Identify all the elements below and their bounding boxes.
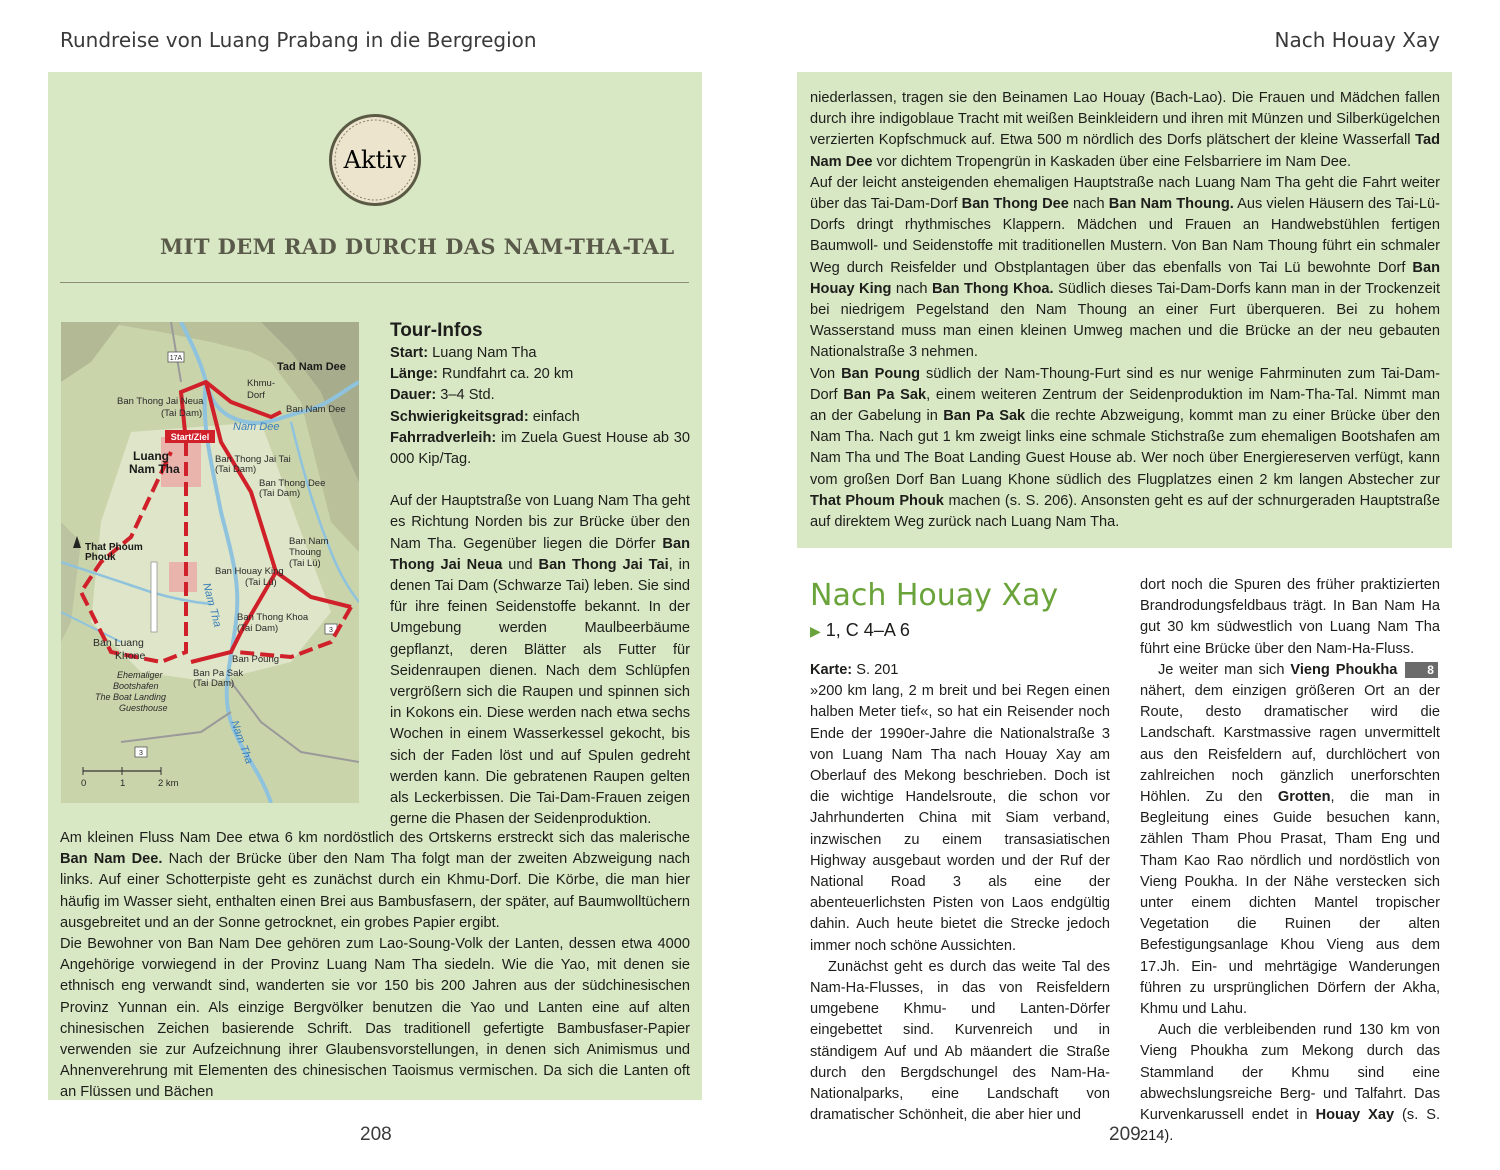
paragraph-lanten: Die Bewohner von Ban Nam Dee gehören zum Lao-Soung-Volk der Lanten, dessen etwa 4000 Angehörige vorwiegend in der Provinz Luang Nam Tha siedeln. Wie die Yao, mit denen sie ethnisch eng verwandt sind, wanderten sie vor 150 bis 200 Jahren aus der südchinesischen Provinz Yunnan ein. Als einzige Bergvölker benutzen die Yao und Lanten eine auf alten chinesischen Zeichen basierende Schrift. Das traditionell gefertigte Bambusfaser-Papier verwenden sie zur Aufzeichnung ihrer Glaubensvorstellungen, in denen sich Animismus und Ahnenverehrung mit Elementen des chinesischen Taoismus vermischen. Da sich die Lanten oft an Flüssen und Bächen: [60, 936, 690, 1101]
section-title: Nach Houay Xay: [810, 578, 1059, 613]
tour-info-label: Länge:: [390, 366, 438, 383]
start-ziel-label: Start/Ziel: [170, 432, 210, 442]
label-ban-pa-sak: Ban Pa Sak: [193, 668, 244, 679]
tour-info-label: Dauer:: [390, 387, 437, 404]
label-nam-tha-river: Nam Tha: [200, 581, 224, 629]
paragraph-vieng-phoukha: Je weiter man sich Vieng Phoukha 8 nähert, dem einzigen größeren Ort an der Route, desto dramatischer wird die Landschaft. Karstmassive ragen unvermittelt aus den Reisfeldern auf, durchlöchert von zahlreichen noch gänzlich unerforschten Höhlen. Zu den Grotten, die man in Begleitung eines Guide besuchen kann, zählen Tham Phou Prasat, Tham Eng und Tham Kao Rao nördlich und nordöstlich von Vieng Poukha. In der Nähe verstecken sich unter einem dichten Mantel tropischer Vegetation die Ruinen der alten Befestigungsanlage Khou Vieng aus dem 17.Jh. Ein- und mehrtägige Wanderungen führen zu ursprünglichen Dörfern der Akha, Khmu und Lahu.: [1140, 661, 1440, 1018]
vieng-phoukha-bold: Vieng Phoukha: [1290, 661, 1398, 678]
tour-route-paragraph: Auf der Hauptstraße von Luang Nam Tha geht es Richtung Norden bis zur Brücke über den Nam Tha. Gegenüber liegen die Dörfer Ban Thong Jai Neua und Ban Thong Jai Tai, in denen Tai Dam (Schwarze Tai) leben. Sie sind für ihre feinen Seidenstoffe bekannt. In der Umgebung werden Maulbeerbäume gepflanzt, deren Blätter als Futter für Seidenraupen dienen. Nach dem Schlüpfen vergrößern sich die Raupen und spinnen sich in Kokons ein. Diese werden nach etwa sechs Wochen in einem Wasserkessel gekocht, bis sich der Faden löst und auf Spulen gedreht werden kann. Die gebratenen Raupen gelten als Leckerbissen. Die Tai-Dam-Frauen zeigen gerne die Phasen der Seidenproduktion.: [390, 493, 691, 828]
tour-info-item: [390, 407, 690, 428]
tour-infos-heading: Tour-Infos: [390, 320, 483, 341]
label-khmu-dorf: Khmu-: [247, 378, 275, 389]
badge-label: Aktiv: [343, 146, 407, 174]
tour-infos: [390, 320, 690, 830]
houay-col-1: [810, 660, 1110, 1126]
label-ban-nam-dee: Ban Nam Dee: [286, 404, 346, 415]
map-reference-value: 1, C 4–A 6: [825, 620, 910, 640]
label-ban-thong-dee: Ban Thong Dee: [259, 478, 326, 489]
paragraph-brandrodung: dort noch die Spuren des früher praktizierten Brandrodungsfeldbaus trägt. In Ban Nam Ha gut 30 km südwestlich von Luang Nam Tha führt eine Brücke über den Nam-Ha-Fluss.: [1140, 577, 1440, 657]
aktiv-badge: [327, 112, 423, 208]
label-ban-houay-king-2: (Tai Lü): [245, 577, 277, 588]
tour-info-label: Schwierigkeitsgrad:: [390, 408, 529, 425]
label-ban-pa-sak-2: (Tai Dam): [193, 678, 235, 689]
running-head-right: Nach Houay Xay: [1274, 28, 1440, 52]
label-guesthouse: Guesthouse: [119, 703, 168, 713]
label-ban-thong-jai-neua: Ban Thong Jai Neua: [117, 396, 204, 407]
karte-label: Karte:: [810, 662, 853, 678]
scale-0: 0: [81, 778, 87, 789]
triangle-icon: ▶: [810, 623, 821, 639]
tour-info-value: Luang Nam Tha: [428, 345, 537, 361]
label-ban-thong-jai-tai: Ban Thong Jai Tai: [215, 454, 291, 465]
label-ban-luang-khone-2: Khone: [115, 650, 146, 662]
label-boat-landing: The Boat Landing: [95, 692, 167, 702]
karte-value: S. 201: [856, 662, 899, 678]
road-3b-label: 3: [139, 750, 143, 757]
page-number-left: 208: [360, 1124, 392, 1145]
paragraph-ban-poung: Von Ban Poung südlich der Nam-Thoung-Furt sind es nur wenige Fahrminuten zum Tai-Dam-Dorf Ban Pa Sak, einem weiteren Zentrum der Seidenproduktion im Nam-Tha-Tal. Nimmt man an der Gabelung in Ban Pa Sak die rechte Abzweigung, kommt man zu einer Brücke über den Nam Tha. Nach gut 1 km zweigt links eine schmale Stichstraße zum ehemaligen Bootshafen am Nam Tha und The Boat Landing Guest House ab. Wer noch über Energiereserven verfügt, kann vom großen Dorf Ban Luang Khone südlich des Flugplatzes einen 2 km langen Abstecher zur That Phoum Phouk machen (s. S. 206). Ansonsten geht es auf der schnurgeraden Hauptstraße auf direktem Weg zurück nach Luang Nam Tha.: [810, 365, 1441, 531]
tour-title: MIT DEM RAD DURCH DAS NAM-THA-TAL: [160, 234, 675, 259]
tour-info-value: Rundfahrt ca. 20 km: [437, 366, 574, 383]
houay-col-2: [1140, 575, 1440, 1147]
label-ban-poung: Ban Poung: [232, 654, 280, 665]
tour-info-item: [390, 428, 690, 470]
tour-info-label: Start:: [390, 345, 429, 361]
label-luang: Luang: [133, 449, 169, 463]
label-bootshafen-2: Bootshafen: [113, 681, 159, 691]
label-ban-thong-khoa: Ban Thong Khoa: [237, 612, 309, 623]
tour-info-value: 3–4 Std.: [436, 387, 495, 404]
aktiv-badge-icon: [327, 112, 423, 208]
label-tad-nam-dee: Tad Nam Dee: [277, 361, 346, 373]
paragraph-mekong: Auch die verbleibenden rund 130 km von Vieng Phoukha zum Mekong durch das Stammland der Khmu sind eine abwechslungsreiche Berg- und Talfahrt. Das Kurvenkarussell endet in Houay Xay (s. S. 214).: [1140, 1022, 1440, 1145]
route-map: [61, 322, 359, 803]
label-ban-nam-thoung-3: (Tai Lü): [289, 558, 321, 569]
tour-info-value: einfach: [528, 408, 580, 425]
label-nam-tha-river-2: Nam Tha: [228, 718, 255, 766]
label-ban-thong-jai-tai-2: (Tai Dam): [215, 464, 257, 475]
tour-info-item: [390, 343, 690, 364]
label-ban-thong-khoa-2: (Tai Dam): [237, 623, 279, 634]
tour-info-item: [390, 385, 690, 406]
houay-xay-bold: Houay Xay: [1315, 1107, 1395, 1124]
title-divider: [60, 282, 689, 283]
paragraph-nam-ha: Zunächst geht es durch das weite Tal des Nam-Ha-Flusses, in das von Reisfeldern umgebene Khmu- und Lanten-Dörfer eingebettet sind. Kurvenreich und in ständigem Auf und Ab mäandert die Straße durch den Bergdschungel des Nam-Ha-Nationalparks, eine Landschaft von dramatischer Schönheit, die aber hier und: [810, 958, 1110, 1124]
label-that-phoum-2: Phouk: [85, 552, 116, 563]
running-head-left: Rundreise von Luang Prabang in die Bergregion: [60, 28, 537, 52]
label-khmu-dorf-2: Dorf: [247, 390, 265, 401]
scale-2km: 2 km: [158, 778, 179, 789]
label-bootshafen: Ehemaliger: [117, 670, 163, 680]
label-ban-luang-khone: Ban Luang: [93, 637, 144, 649]
tour-info-value: im Zuela Guest House ab 30 000 Kip/Tag.: [390, 429, 690, 468]
tour-info-item: [390, 364, 690, 385]
label-ban-thong-jai-neua-2: (Tai Dam): [161, 408, 203, 419]
map-number-badge: 8: [1405, 662, 1438, 678]
paragraph-route-3: »200 km lang, 2 m breit und bei Regen einen halben Meter tief«, so hat ein Reisender noch Ende der 1990er-Jahre die Nationalstraße 3 von Luang Nam Tha nach Houay Xay am Oberlauf des Mekong beschrieben. Doch ist die wichtige Handelsroute, die schon vor Jahrhunderten China mit Siam verband, inzwischen zu einem transasiatischen Highway ausgebaut worden und der Ruf der National Road 3 als eine der abenteuerlichsten Pisten von Laos endgültig dahin. Auch heute bietet die Strecke jedoch immer noch schöne Aussichten.: [810, 683, 1110, 954]
paragraph-ban-nam-thoung: Auf der leicht ansteigenden ehemaligen Hauptstraße nach Luang Nam Tha geht die Fahrt weiter über das Tai-Dam-Dorf Ban Thong Dee nach Ban Nam Thoung. Aus vielen Häusern des Tai-Lü-Dorfs dringt rhythmisches Klappern. Mädchen und Frauen an Handwebstühlen fertigen Baumwoll- und Seidenstoffe mit traditionellen Mustern. Von Ban Nam Thoung führt ein schmaler Weg durch Reisfelder und Obstplantagen über das ebenfalls von Tai Lü bewohnte Dorf Ban Houay King nach Ban Thong Khoa. Südlich dieses Tai-Dam-Dorfs kann man in der Trockenzeit bei niedrigem Pegelstand den Nam Thoung an einer Furt überqueren. Bei zu hohem Wasserstand muss man einen kleinen Umweg machen und die Brücke an der neu gebauten Nationalstraße 3 nehmen.: [810, 174, 1441, 361]
road-17a-label: 17A: [169, 355, 183, 362]
continuation-text: [810, 88, 1440, 533]
label-nam-dee-river: Nam Dee: [233, 421, 280, 433]
label-ban-nam-thoung-2: Thoung: [289, 547, 322, 558]
label-ban-houay-king: Ban Houay King: [215, 566, 284, 577]
left-bottom-text: [60, 828, 690, 1104]
paragraph-ban-nam-dee: Am kleinen Fluss Nam Dee etwa 6 km nordöstlich des Ortskerns erstreckt sich das malerische Ban Nam Dee. Nach der Brücke über den Nam Tha folgt man der zweiten Abzweigung nach links. Auf einer Schotterpiste geht es zunächst durch ein Khmu-Dorf. Die Körbe, die man hier häufig im Wasser sieht, enthalten einen Brei aus Bambusfasern, der später, auf Baumwolltüchern ausgebreitet und an der Sonne getrocknet, ein grobes Papier ergibt.: [60, 830, 690, 931]
label-nam-tha-town: Nam Tha: [129, 462, 180, 476]
page-number-right: 209: [1109, 1124, 1141, 1145]
paragraph-lao-houay: niederlassen, tragen sie den Beinamen Lao Houay (Bach-Lao). Die Frauen und Mädchen fallen durch ihre indigoblaue Tracht mit weißen Beinkleidern und ihren mit Münzen und Silberkügelchen verzierten Kopfschmuck auf. Etwa 500 m nördlich des Dorfs plätschert der kleine Wasserfall Tad Nam Dee vor dichtem Tropengrün in Kaskaden über eine Felsbarriere im Nam Dee.: [810, 90, 1440, 170]
road-3a-label: 3: [329, 627, 333, 634]
scale-1: 1: [120, 778, 126, 789]
map-reference: [810, 620, 910, 641]
label-that-phoum: That Phoum: [85, 542, 143, 553]
label-ban-thong-dee-2: (Tai Dam): [259, 488, 301, 499]
label-ban-nam-thoung: Ban Nam: [289, 536, 329, 547]
tour-info-label: Fahrradverleih:: [390, 429, 497, 446]
grotten-bold: Grotten: [1277, 789, 1331, 806]
